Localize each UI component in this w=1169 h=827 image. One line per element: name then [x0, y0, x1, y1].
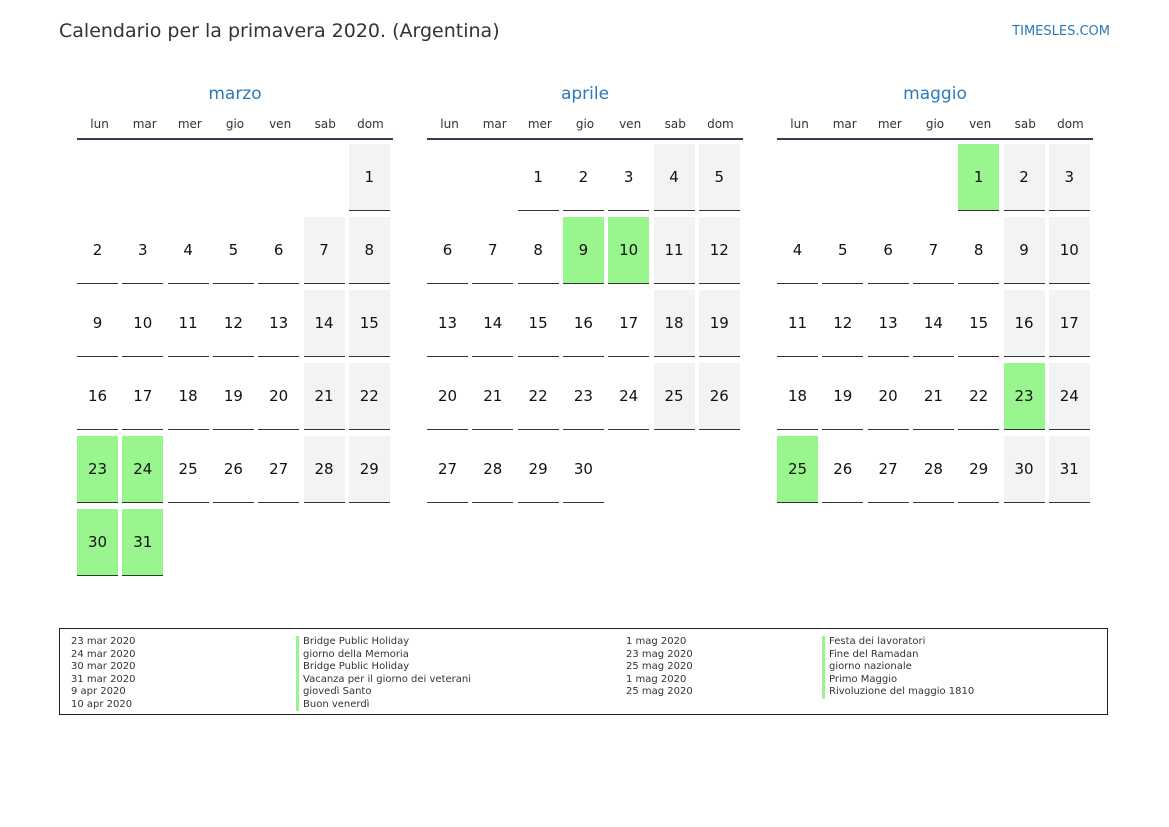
day-cell: 29 — [518, 436, 559, 503]
day-cell: 24 — [1049, 363, 1090, 430]
legend-holiday-name: Rivoluzione del maggio 1810 — [822, 686, 974, 699]
holiday-day-cell: 10 — [608, 217, 649, 284]
day-cell: 15 — [518, 290, 559, 357]
month-name: marzo — [208, 84, 262, 104]
day-cell: 4 — [654, 144, 695, 211]
day-cell: 22 — [349, 363, 390, 430]
day-cell: 3 — [1049, 144, 1090, 211]
day-cell: 4 — [777, 217, 818, 284]
legend-date: 24 mar 2020 — [71, 648, 136, 660]
day-cell: 30 — [1004, 436, 1045, 503]
day-cell: 19 — [699, 290, 740, 357]
day-cell: 20 — [427, 363, 468, 430]
holiday-day-cell: 25 — [777, 436, 818, 503]
day-cell: 1 — [518, 144, 559, 211]
legend-holiday-name: Fine del Ramadan — [822, 649, 974, 662]
weekday-label: sab — [664, 117, 686, 131]
day-cell: 8 — [518, 217, 559, 284]
day-cell: 22 — [518, 363, 559, 430]
weekday-label: mer — [527, 117, 552, 131]
day-cell: 9 — [77, 290, 118, 357]
day-cell: 28 — [472, 436, 513, 503]
legend-date: 23 mag 2020 — [626, 648, 693, 660]
day-cell: 25 — [168, 436, 209, 503]
day-cell: 22 — [958, 363, 999, 430]
weekday-header — [427, 115, 743, 140]
day-cell: 17 — [122, 363, 163, 430]
day-cell: 8 — [958, 217, 999, 284]
day-cell: 19 — [213, 363, 254, 430]
legend-holiday-name: giorno nazionale — [822, 661, 974, 674]
day-cell: 19 — [822, 363, 863, 430]
day-cell: 13 — [427, 290, 468, 357]
month-marzo — [77, 82, 393, 551]
day-cell: 26 — [213, 436, 254, 503]
legend-holiday-name: giovedì Santo — [296, 686, 471, 699]
legend-holiday-name: Bridge Public Holiday — [296, 661, 471, 674]
day-cell: 5 — [822, 217, 863, 284]
day-cell: 30 — [563, 436, 604, 503]
day-cell: 1 — [349, 144, 390, 211]
day-cell: 11 — [168, 290, 209, 357]
day-cell: 12 — [213, 290, 254, 357]
weekday-header — [77, 115, 393, 140]
day-cell: 6 — [427, 217, 468, 284]
day-cell: 18 — [654, 290, 695, 357]
legend-date: 1 mag 2020 — [626, 673, 687, 685]
day-cell: 11 — [654, 217, 695, 284]
day-cell: 25 — [654, 363, 695, 430]
holiday-day-cell: 23 — [77, 436, 118, 503]
day-cell: 26 — [822, 436, 863, 503]
day-cell: 16 — [563, 290, 604, 357]
day-cell: 29 — [958, 436, 999, 503]
site-link[interactable]: TIMESLES.COM — [1012, 24, 1110, 39]
weekday-label: gio — [225, 117, 245, 131]
legend-date: 9 apr 2020 — [71, 686, 126, 697]
holiday-day-cell: 1 — [958, 144, 999, 211]
month-maggio — [777, 82, 1093, 478]
page-title: Calendario per la primavera 2020. (Argentina) — [59, 20, 500, 42]
day-cell: 21 — [304, 363, 345, 430]
day-cell: 16 — [77, 363, 118, 430]
weekday-label: mar — [132, 117, 157, 131]
day-cell: 9 — [1004, 217, 1045, 284]
month-aprile — [427, 82, 743, 478]
weekday-label: ven — [269, 117, 292, 131]
day-cell: 14 — [913, 290, 954, 357]
day-cell: 7 — [304, 217, 345, 284]
weekday-label: ven — [969, 117, 992, 131]
weekday-label: gio — [925, 117, 945, 131]
weekday-label: mar — [482, 117, 507, 131]
day-cell: 27 — [258, 436, 299, 503]
legend-date: 10 apr 2020 — [71, 698, 133, 710]
month-name: maggio — [903, 84, 967, 104]
weekday-label: mar — [832, 117, 857, 131]
holiday-day-cell: 24 — [122, 436, 163, 503]
legend-date: 31 mar 2020 — [71, 673, 136, 685]
day-cell: 13 — [258, 290, 299, 357]
day-cell: 6 — [258, 217, 299, 284]
day-cell: 17 — [608, 290, 649, 357]
day-cell: 3 — [608, 144, 649, 211]
day-cell: 6 — [868, 217, 909, 284]
day-cell: 14 — [472, 290, 513, 357]
day-cell: 3 — [122, 217, 163, 284]
legend-date: 25 mag 2020 — [626, 686, 693, 697]
legend-holiday-name: Bridge Public Holiday — [296, 636, 471, 649]
legend-holiday-name: Vacanza per il giorno dei veterani — [296, 674, 471, 687]
day-cell: 10 — [1049, 217, 1090, 284]
day-cell: 15 — [349, 290, 390, 357]
legend-right-dates — [626, 636, 693, 699]
day-cell: 23 — [563, 363, 604, 430]
day-cell: 20 — [868, 363, 909, 430]
holiday-day-cell: 9 — [563, 217, 604, 284]
day-cell: 2 — [563, 144, 604, 211]
day-cell: 20 — [258, 363, 299, 430]
day-cell: 15 — [958, 290, 999, 357]
weekday-label: ven — [619, 117, 642, 131]
day-cell: 17 — [1049, 290, 1090, 357]
weekday-label: gio — [575, 117, 595, 131]
weekday-label: lun — [790, 117, 809, 131]
day-cell: 24 — [608, 363, 649, 430]
day-cell: 4 — [168, 217, 209, 284]
month-name: aprile — [560, 84, 610, 104]
day-cell: 10 — [122, 290, 163, 357]
day-cell: 16 — [1004, 290, 1045, 357]
legend-holiday-name: Buon venerdì — [296, 699, 471, 712]
holiday-day-cell: 31 — [122, 509, 163, 576]
day-cell: 18 — [168, 363, 209, 430]
day-cell: 28 — [913, 436, 954, 503]
day-cell: 21 — [472, 363, 513, 430]
legend-holiday-name: Primo Maggio — [822, 674, 974, 687]
day-cell: 5 — [699, 144, 740, 211]
day-cell: 12 — [822, 290, 863, 357]
legend-left-dates — [71, 636, 136, 711]
day-cell: 27 — [868, 436, 909, 503]
holiday-day-cell: 30 — [77, 509, 118, 576]
day-cell: 28 — [304, 436, 345, 503]
day-cell: 13 — [868, 290, 909, 357]
day-cell: 27 — [427, 436, 468, 503]
weekday-header — [777, 115, 1093, 140]
legend-holiday-name: giorno della Memoria — [296, 649, 471, 662]
legend-date: 1 mag 2020 — [626, 636, 687, 647]
legend-date: 25 mag 2020 — [626, 661, 693, 672]
weekday-label: dom — [707, 117, 734, 131]
holiday-legend — [59, 628, 1108, 715]
day-cell: 29 — [349, 436, 390, 503]
day-cell: 2 — [1004, 144, 1045, 211]
day-cell: 14 — [304, 290, 345, 357]
weekday-label: lun — [90, 117, 109, 131]
legend-right-names — [822, 636, 974, 699]
weekday-label: mer — [877, 117, 902, 131]
legend-date: 30 mar 2020 — [71, 661, 136, 672]
legend-date: 23 mar 2020 — [71, 636, 136, 647]
weekday-label: dom — [1057, 117, 1084, 131]
legend-left-names — [296, 636, 471, 711]
weekday-label: sab — [314, 117, 336, 131]
weekday-label: sab — [1014, 117, 1036, 131]
day-cell: 12 — [699, 217, 740, 284]
day-cell: 18 — [777, 363, 818, 430]
weekday-label: mer — [177, 117, 202, 131]
day-cell: 7 — [472, 217, 513, 284]
day-cell: 7 — [913, 217, 954, 284]
weekday-label: dom — [357, 117, 384, 131]
legend-holiday-name: Festa dei lavoratori — [822, 636, 974, 649]
day-cell: 5 — [213, 217, 254, 284]
day-cell: 21 — [913, 363, 954, 430]
weekday-label: lun — [440, 117, 459, 131]
day-cell: 31 — [1049, 436, 1090, 503]
day-cell: 11 — [777, 290, 818, 357]
holiday-day-cell: 23 — [1004, 363, 1045, 430]
day-cell: 8 — [349, 217, 390, 284]
day-cell: 26 — [699, 363, 740, 430]
day-cell: 2 — [77, 217, 118, 284]
